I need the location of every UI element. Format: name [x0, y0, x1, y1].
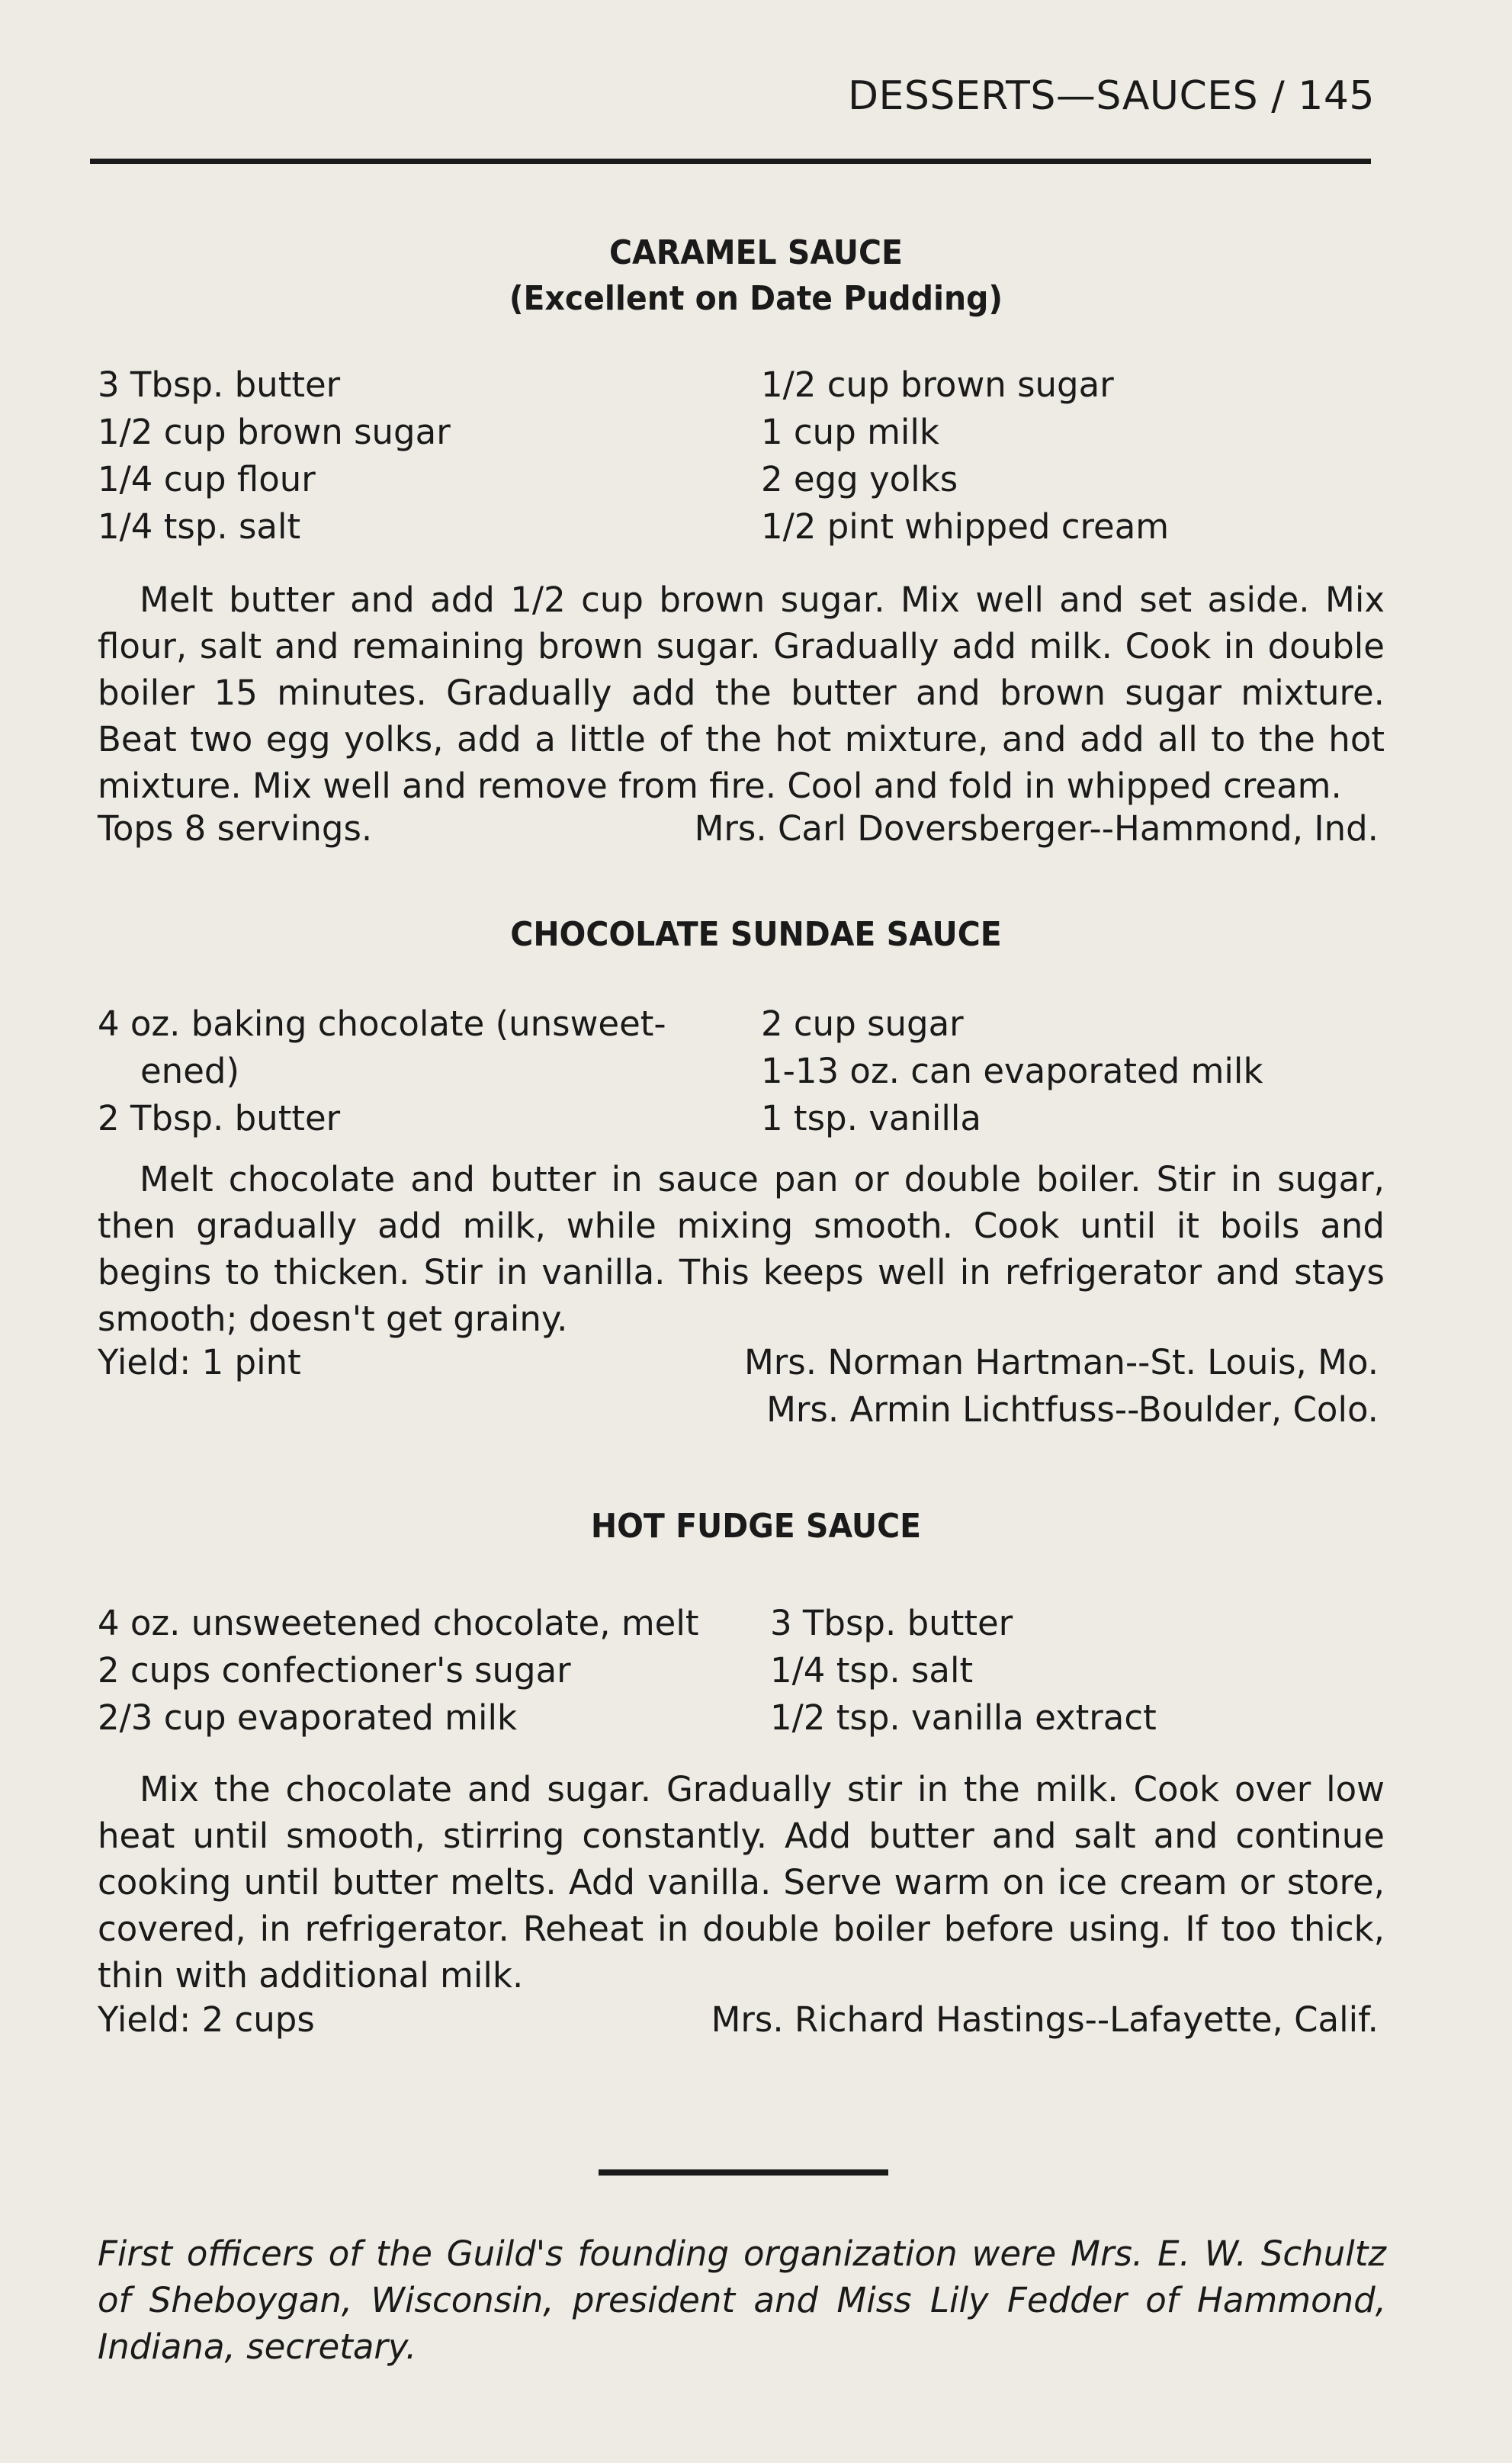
- ingredient: 1/2 pint whipped cream: [761, 506, 1170, 547]
- ingredient: 1 tsp. vanilla: [761, 1098, 982, 1138]
- running-head: DESSERTS—SAUCES / 145: [848, 73, 1375, 119]
- ingredient: 3 Tbsp. butter: [770, 1603, 1013, 1643]
- caramel-ingredients-right: [761, 361, 1169, 551]
- ingredient: 2 egg yolks: [761, 459, 958, 499]
- chocolate-ingredients-right: [761, 1000, 1263, 1142]
- chocolate-contributor-2: Mrs. Armin Lichtfuss--Boulder, Colo.: [766, 1389, 1379, 1430]
- ingredient: 1/4 tsp. salt: [98, 506, 301, 547]
- fudge-title: HOT FUDGE SAUCE: [590, 1507, 922, 1546]
- ingredient: 2 cup sugar: [761, 1004, 964, 1044]
- ingredient: 3 Tbsp. butter: [98, 364, 341, 405]
- ingredient: 4 oz. unsweetened chocolate, melt: [98, 1603, 699, 1643]
- caramel-title: CARAMEL SAUCE: [609, 233, 903, 272]
- ingredient: 4 oz. baking chocolate (unsweet-: [98, 1004, 666, 1044]
- footnote: First officers of the Guild's founding organization were Mrs. E. W. Schultz of Sheboygan, Wisconsin, president and Miss Lily Fedder of Hammond, Indiana, secretary.: [98, 2233, 1386, 2367]
- ingredient: 1/2 tsp. vanilla extract: [770, 1697, 1157, 1738]
- caramel-subtitle: (Excellent on Date Pudding): [509, 279, 1003, 318]
- fudge-ingredients-left: [98, 1600, 699, 1742]
- chocolate-yield: Yield: 1 pint: [98, 1342, 301, 1382]
- chocolate-title: CHOCOLATE SUNDAE SAUCE: [510, 915, 1002, 954]
- ingredient-continuation: ened): [140, 1051, 240, 1091]
- caramel-ingredients-left: [98, 361, 451, 551]
- ingredient: 2 cups confectioner's sugar: [98, 1650, 571, 1691]
- ingredient: 1/4 tsp. salt: [770, 1650, 974, 1691]
- fudge-yield: Yield: 2 cups: [98, 1999, 315, 2040]
- ingredient: 1/4 cup flour: [98, 459, 316, 499]
- ingredient: 2/3 cup evaporated milk: [98, 1697, 518, 1738]
- caramel-directions: Melt butter and add 1/2 cup brown sugar. Mix well and set aside. Mix flour, salt and remaining brown sugar. Gradually add milk. Cook in double boiler 15 minutes. Gradually add the butter and brown sugar mixture. Beat two egg yolks, add a little of the hot mixture, and add all to the hot mixture. Mix well and remove from fire. Cool and fold in whipped cream.: [98, 580, 1385, 806]
- header-rule: [90, 159, 1371, 164]
- chocolate-ingredients-left: [98, 1000, 666, 1142]
- chocolate-directions: Melt chocolate and butter in sauce pan or double boiler. Stir in sugar, then gradually add milk, while mixing smooth. Cook until it boils and begins to thicken. Stir in vanilla. This keeps well in refrigerator and stays smooth; doesn't get grainy.: [98, 1159, 1385, 1339]
- caramel-yield: Tops 8 servings.: [98, 808, 373, 849]
- section-divider: [599, 2169, 888, 2176]
- chocolate-contributor-1: Mrs. Norman Hartman--St. Louis, Mo.: [743, 1342, 1379, 1382]
- ingredient: 1 cup milk: [761, 412, 939, 452]
- ingredient: 2 Tbsp. butter: [98, 1098, 341, 1138]
- caramel-contributor: Mrs. Carl Doversberger--Hammond, Ind.: [694, 808, 1379, 849]
- fudge-directions: Mix the chocolate and sugar. Gradually stir in the milk. Cook over low heat until smooth, stirring constantly. Add butter and salt and continue cooking until butter melts. Add vanilla. Serve warm on ice cream or store, covered, in refrigerator. Reheat in double boiler before using. If too thick, thin with additional milk.: [98, 1769, 1385, 1996]
- fudge-ingredients-right: [770, 1600, 1157, 1742]
- fudge-contributor: Mrs. Richard Hastings--Lafayette, Calif.: [711, 1999, 1379, 2040]
- ingredient: 1/2 cup brown sugar: [98, 412, 451, 452]
- ingredient: 1/2 cup brown sugar: [761, 364, 1114, 405]
- ingredient: 1-13 oz. can evaporated milk: [761, 1051, 1263, 1091]
